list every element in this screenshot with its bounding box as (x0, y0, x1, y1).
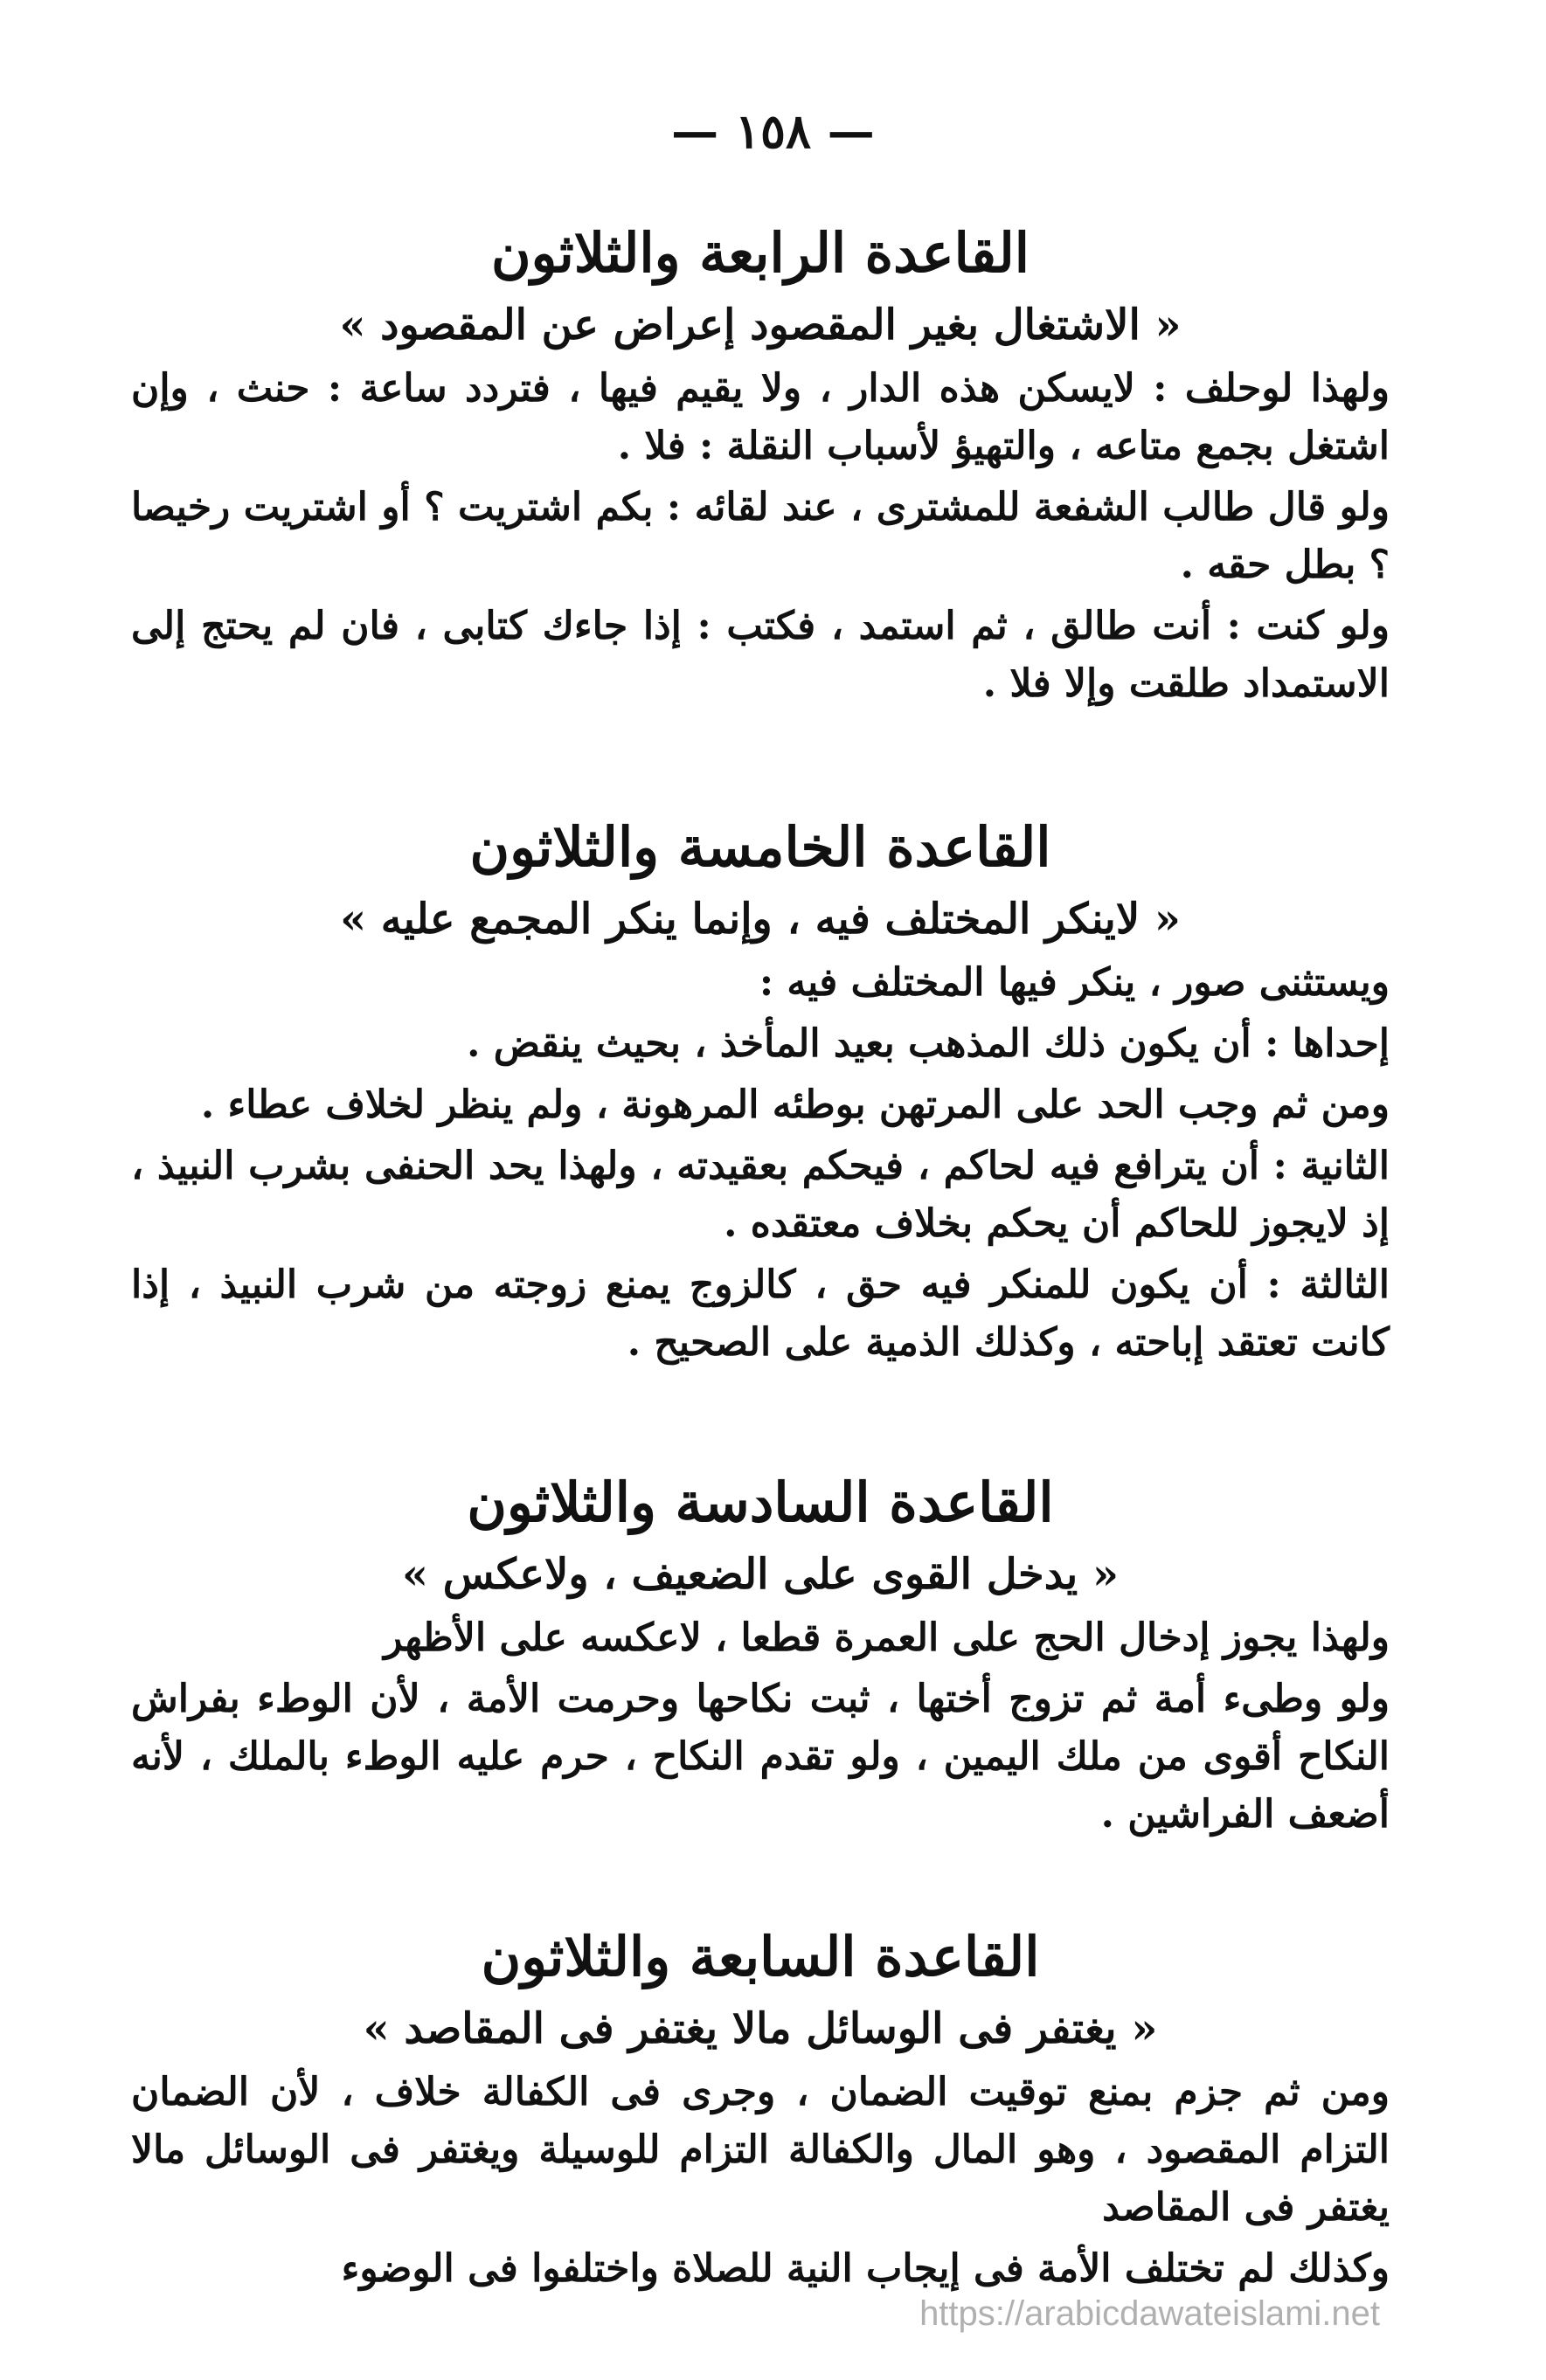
watermark-url: https://arabicdawateislami.net (919, 2294, 1380, 2333)
rule-35-paragraph-5: الثالثة : أن يكون للمنكر فيه حق ، كالزوج يمنع زوجته من شرب النبيذ ، إذا كانت تعتقد إباحته ، وكذلك الذمية على الصحيح . (131, 1262, 1390, 1365)
rule-36-paragraph-2: ولو وطىء أمة ثم تزوج أختها ، ثبت نكاحها وحرمت الأمة ، لأن الوطء بفراش النكاح أقوى من ملك اليمين ، ولو تقدم النكاح ، حرم عليه الوطء بالملك ، لأنه أضعف الفراشين . (131, 1676, 1390, 1837)
rule-37-title: القاعدة السابعة والثلاثون (481, 1925, 1040, 1989)
rule-35-paragraph-2: إحداها : أن يكون ذلك المذهب بعيد المأخذ ، بحيث ينقض . (467, 1020, 1390, 1066)
page-number: — ١٥٨ — (671, 103, 875, 159)
rule-34-paragraph-2: ولو قال طالب الشفعة للمشترى ، عند لقائه : بكم اشتريت ؟ أو اشتريت رخيصا ؟ بطل حقه . (131, 484, 1390, 587)
rule-35-paragraph-4: الثانية : أن يترافع فيه لحاكم ، فيحكم بعقيدته ، ولهذا يحد الحنفى بشرب النبيذ ، إذ لايجوز للحاكم أن يحكم بخلاف معتقده . (131, 1143, 1390, 1246)
rule-36-paragraph-1: ولهذا يجوز إدخال الحج على العمرة قطعا ، لاعكسه على الأظهر (384, 1615, 1390, 1660)
rule-35-paragraph-3: ومن ثم وجب الحد على المرتهن بوطئه المرهونة ، ولم ينظر لخلاف عطاء . (200, 1082, 1390, 1127)
rule-34-paragraph-3: ولو كنت : أنت طالق ، ثم استمد ، فكتب : إذا جاءك كتابى ، فان لم يحتج إلى الاستمداد طلقت وإلا فلا . (131, 603, 1390, 706)
rule-35-title: القاعدة الخامسة والثلاثون (469, 815, 1051, 879)
rule-36-section (131, 1468, 1390, 1847)
rule-36-title: القاعدة السادسة والثلاثون (467, 1470, 1054, 1534)
rule-34-title: القاعدة الرابعة والثلاثون (490, 221, 1030, 285)
rule-35-statement: « لاينكر المختلف فيه ، وإنما ينكر المجمع عليه » (340, 894, 1181, 944)
rule-37-section (131, 1922, 1390, 2301)
rule-34-paragraph-1: ولهذا لوحلف : لايسكن هذه الدار ، ولا يقيم فيها ، فتردد ساعة : حنث ، وإن اشتغل بجمع متاعه ، والتهيؤ لأسباب النقلة : فلا . (131, 365, 1390, 468)
rule-34-section (131, 218, 1390, 716)
rule-35-section (131, 813, 1390, 1375)
rule-35-paragraph-1: ويستثنى صور ، ينكر فيها المختلف فيه : (759, 959, 1390, 1005)
rule-37-paragraph-2: وكذلك لم تختلف الأمة فى إيجاب النية للصلاة واختلفوا فى الوضوء (341, 2245, 1390, 2291)
rule-37-statement: « يغتفر فى الوسائل مالا يغتفر فى المقاصد » (363, 2003, 1158, 2053)
rule-34-statement: « الاشتغال بغير المقصود إعراض عن المقصود » (339, 300, 1182, 349)
rule-37-paragraph-1: ومن ثم جزم بمنع توقيت الضمان ، وجرى فى الكفالة خلاف ، لأن الضمان التزام المقصود ، وهو المال والكفالة التزام للوسيلة ويغتفر فى الوسائل مالا يغتفر فى المقاصد (131, 2069, 1390, 2230)
rule-36-statement: « يدخل القوى على الضعيف ، ولاعكس » (401, 1549, 1119, 1599)
